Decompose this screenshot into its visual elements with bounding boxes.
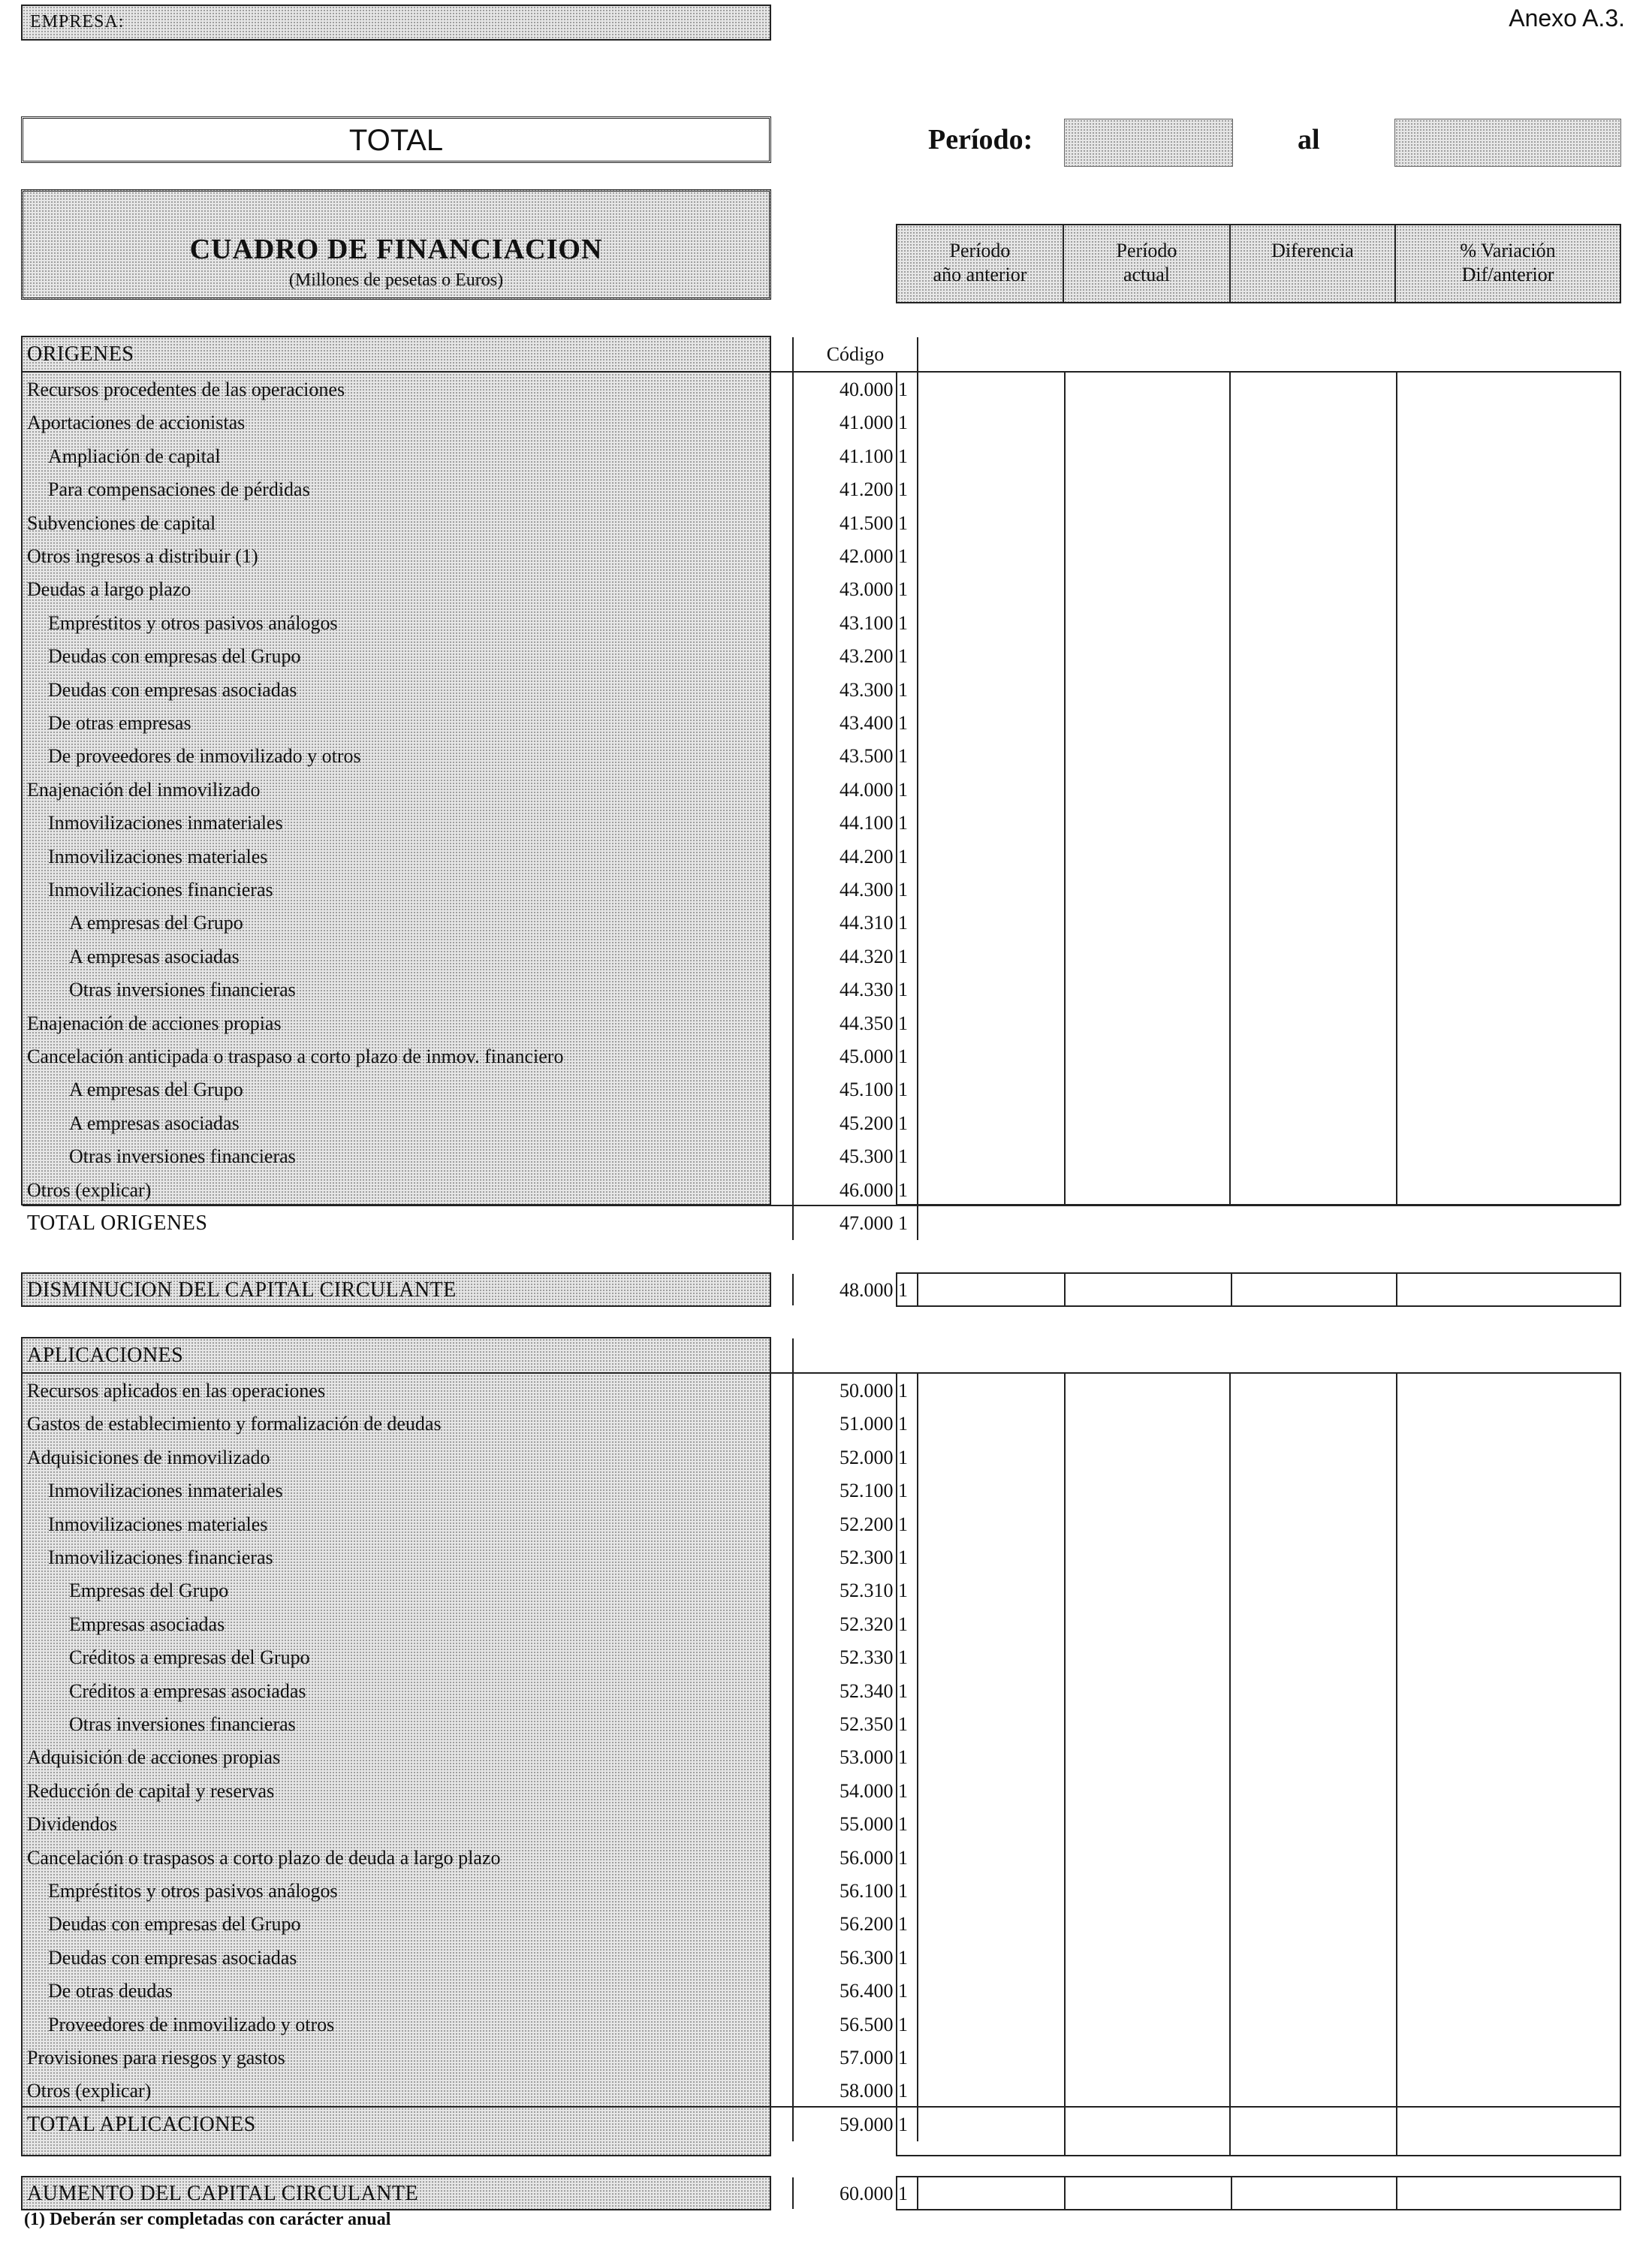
col-periodo-anterior: Período año anterior — [896, 224, 1064, 303]
row-code: 43.100 1 — [792, 606, 918, 640]
row-code: 50.000 1 — [792, 1374, 918, 1408]
anexo-label: Anexo A.3. — [1509, 5, 1625, 32]
row-code: 43.300 1 — [792, 673, 918, 707]
table-row — [23, 1507, 908, 1541]
row-code: 44.200 1 — [792, 840, 918, 874]
total-title: TOTAL — [21, 116, 771, 163]
row-code: 45.200 1 — [792, 1106, 918, 1140]
total-code: 47.000 1 — [792, 1206, 918, 1240]
table-row — [23, 973, 908, 1006]
row-code: 44.310 1 — [792, 906, 918, 940]
row-label: Subvenciones de capital — [27, 511, 216, 534]
row-code: 44.000 1 — [792, 773, 918, 807]
table-row — [23, 940, 908, 973]
table-row — [23, 1907, 908, 1941]
table-row — [23, 1574, 908, 1607]
row-code: 43.500 1 — [792, 739, 918, 773]
col-variacion: % Variación Dif/anterior — [1396, 224, 1621, 303]
row-label: Empréstitos y otros pasivos análogos — [48, 611, 338, 634]
cuadro-title: CUADRO DE FINANCIACION — [189, 234, 603, 265]
aplicaciones-table — [21, 1337, 908, 2156]
table-row — [23, 840, 908, 874]
periodo-end-field[interactable] — [1394, 119, 1621, 167]
table-row — [23, 1441, 908, 1474]
row-code: 41.000 1 — [792, 406, 918, 439]
table-row — [23, 506, 908, 540]
row-label: Reducción de capital y reservas — [27, 1779, 275, 1802]
row-label: Inmovilizaciones materiales — [48, 845, 268, 868]
row-code: 42.000 1 — [792, 539, 918, 573]
periodo-label: Período: — [928, 124, 1033, 155]
codigo-header: Código — [792, 337, 918, 371]
total-row — [23, 2108, 908, 2141]
table-row — [23, 739, 908, 773]
row-code: 53.000 1 — [792, 1740, 918, 1774]
row-code: 41.100 1 — [792, 439, 918, 473]
row-code: 55.000 1 — [792, 1807, 918, 1841]
table-row — [23, 2041, 908, 2075]
row-label: Inmovilizaciones materiales — [48, 1513, 268, 1535]
row-label: Inmovilizaciones financieras — [48, 1546, 273, 1568]
row-code: 46.000 1 — [792, 1173, 918, 1207]
row-code: 52.300 1 — [792, 1540, 918, 1574]
table-row — [23, 1006, 908, 1040]
row-code: 45.100 1 — [792, 1073, 918, 1106]
row-label: De otras empresas — [48, 712, 191, 734]
row-code: 52.000 1 — [792, 1441, 918, 1474]
disminucion-code: 48.000 1 — [792, 1274, 918, 1305]
row-label: Gastos de establecimiento y formalización de deudas — [27, 1413, 442, 1435]
disminucion-values[interactable] — [896, 1272, 1621, 1307]
row-label: Otros ingresos a distribuir (1) — [27, 545, 258, 567]
cuadro-title-box — [21, 189, 771, 300]
table-row — [23, 673, 908, 707]
disminucion-row — [21, 1272, 908, 1307]
table-row — [23, 1073, 908, 1106]
total-label: TOTAL APLICACIONES — [27, 2112, 256, 2136]
row-label: Créditos a empresas del Grupo — [69, 1646, 310, 1669]
row-code: 52.320 1 — [792, 1607, 918, 1641]
row-label: Empresas asociadas — [69, 1613, 225, 1635]
row-code: 52.340 1 — [792, 1674, 918, 1708]
row-code: 44.350 1 — [792, 1006, 918, 1040]
row-label: Proveedores de inmovilizado y otros — [48, 2013, 335, 2035]
row-code: 56.400 1 — [792, 1974, 918, 2008]
row-code: 58.000 1 — [792, 2074, 918, 2108]
table-row — [23, 1674, 908, 1708]
table-row — [23, 1040, 908, 1073]
origenes-values-grid[interactable] — [896, 371, 1621, 1205]
row-label: Adquisiciones de inmovilizado — [27, 1446, 270, 1468]
table-row — [23, 906, 908, 940]
row-label: A empresas del Grupo — [69, 912, 243, 934]
row-label: De otras deudas — [48, 1980, 173, 2002]
row-code: 56.000 1 — [792, 1841, 918, 1875]
cuadro-subtitle: (Millones de pesetas o Euros) — [288, 270, 504, 290]
row-code: 44.320 1 — [792, 940, 918, 973]
row-label: Deudas a largo plazo — [27, 578, 191, 601]
table-row — [23, 1707, 908, 1741]
row-label: A empresas asociadas — [69, 1112, 240, 1134]
table-row — [23, 1607, 908, 1641]
table-row — [23, 1974, 908, 2008]
total-code: 59.000 1 — [792, 2108, 918, 2141]
row-label: Provisiones para riesgos y gastos — [27, 2047, 285, 2068]
row-label: Enajenación del inmovilizado — [27, 778, 261, 801]
row-label: Cancelación o traspasos a corto plazo de deuda a largo plazo — [27, 1846, 501, 1869]
table-row — [23, 572, 908, 606]
table-row — [23, 773, 908, 807]
row-label: Empréstitos y otros pasivos análogos — [48, 1880, 338, 1902]
table-row — [23, 406, 908, 439]
row-label: Otros (explicar) — [27, 2080, 152, 2102]
row-code: 57.000 1 — [792, 2041, 918, 2075]
table-row — [23, 606, 908, 640]
row-code: 52.310 1 — [792, 1574, 918, 1607]
col-diferencia: Diferencia — [1231, 224, 1396, 303]
row-label: Ampliación de capital — [48, 445, 221, 467]
row-code: 44.300 1 — [792, 873, 918, 907]
row-code: 51.000 1 — [792, 1407, 918, 1441]
aumento-row — [21, 2176, 908, 2210]
table-row — [23, 472, 908, 506]
row-label: Deudas con empresas del Grupo — [48, 1913, 301, 1936]
row-label: Empresas del Grupo — [69, 1580, 229, 1602]
row-code: 45.300 1 — [792, 1139, 918, 1173]
empresa-label: EMPRESA: — [30, 12, 125, 32]
table-row — [23, 439, 908, 473]
row-label: Para compensaciones de pérdidas — [48, 478, 310, 501]
table-row — [23, 373, 908, 406]
empresa-field[interactable] — [21, 5, 771, 41]
footnote: (1) Deberán ser completadas con carácter anual — [24, 2210, 391, 2229]
row-label: Otras inversiones financieras — [69, 1713, 296, 1735]
table-row — [23, 1407, 908, 1441]
row-label: Recursos aplicados en las operaciones — [27, 1380, 326, 1402]
row-code: 44.330 1 — [792, 973, 918, 1006]
table-row — [23, 1740, 908, 1774]
table-row — [23, 806, 908, 840]
aplicaciones-title: APLICACIONES — [27, 1344, 184, 1367]
row-label: Inmovilizaciones inmateriales — [48, 812, 283, 834]
row-code: 52.100 1 — [792, 1474, 918, 1507]
row-label: A empresas del Grupo — [69, 1079, 243, 1101]
row-label: Créditos a empresas asociadas — [69, 1679, 306, 1702]
row-label: Inmovilizaciones financieras — [48, 879, 273, 901]
row-code: 44.100 1 — [792, 806, 918, 840]
row-code: 40.000 1 — [792, 373, 918, 406]
origenes-title: ORIGENES — [27, 342, 134, 366]
table-row — [23, 873, 908, 907]
row-code: 56.300 1 — [792, 1941, 918, 1975]
origenes-table — [21, 336, 908, 1235]
row-code: 54.000 1 — [792, 1774, 918, 1808]
row-code: 52.200 1 — [792, 1507, 918, 1541]
row-label: Otras inversiones financieras — [69, 979, 296, 1001]
row-label: Otras inversiones financieras — [69, 1145, 296, 1168]
row-code: 52.330 1 — [792, 1640, 918, 1674]
row-label: De proveedores de inmovilizado y otros — [48, 745, 361, 768]
row-label: Deudas con empresas asociadas — [48, 678, 297, 701]
table-row — [23, 1941, 908, 1975]
row-label: Deudas con empresas asociadas — [48, 1946, 297, 1969]
row-code: 45.000 1 — [792, 1040, 918, 1073]
table-row — [23, 1374, 908, 1408]
table-row — [23, 2008, 908, 2041]
table-row — [23, 1807, 908, 1841]
table-row — [23, 1540, 908, 1574]
table-row — [23, 1173, 908, 1207]
row-label: Dividendos — [27, 1813, 117, 1836]
row-label: Cancelación anticipada o traspaso a corto plazo de inmov. financiero — [27, 1046, 564, 1067]
al-label: al — [1298, 124, 1320, 155]
row-label: Otros (explicar) — [27, 1178, 152, 1201]
row-code: 43.000 1 — [792, 572, 918, 606]
row-code: 56.100 1 — [792, 1874, 918, 1908]
col-periodo-actual: Período actual — [1064, 224, 1231, 303]
row-code: 41.500 1 — [792, 506, 918, 540]
total-row — [23, 1206, 908, 1240]
row-code: 52.350 1 — [792, 1707, 918, 1741]
periodo-start-field[interactable] — [1064, 119, 1233, 167]
table-row — [23, 1874, 908, 1908]
row-label: Enajenación de acciones propias — [27, 1012, 282, 1034]
table-row — [23, 2074, 908, 2108]
table-row — [23, 539, 908, 573]
row-label: Deudas con empresas del Grupo — [48, 645, 301, 668]
row-code: 56.500 1 — [792, 2008, 918, 2041]
total-label: TOTAL ORIGENES — [27, 1212, 208, 1235]
table-row — [23, 1841, 908, 1875]
row-label: Aportaciones de accionistas — [27, 412, 246, 434]
aplicaciones-values-grid[interactable] — [896, 1372, 1621, 2156]
row-label: Adquisición de acciones propias — [27, 1746, 281, 1769]
aumento-code: 60.000 1 — [792, 2177, 918, 2209]
row-label: A empresas asociadas — [69, 945, 240, 967]
aumento-values[interactable] — [896, 2176, 1621, 2210]
row-code: 43.200 1 — [792, 639, 918, 673]
table-row — [23, 639, 908, 673]
row-label: Recursos procedentes de las operaciones — [27, 379, 345, 400]
table-row — [23, 1640, 908, 1674]
table-row — [23, 1474, 908, 1507]
aumento-label: AUMENTO DEL CAPITAL CIRCULANTE — [27, 2182, 419, 2205]
row-label: Inmovilizaciones inmateriales — [48, 1480, 283, 1502]
table-row — [23, 706, 908, 740]
table-row — [23, 1106, 908, 1140]
row-code: 41.200 1 — [792, 472, 918, 506]
row-code: 43.400 1 — [792, 706, 918, 740]
row-code: 56.200 1 — [792, 1907, 918, 1941]
table-row — [23, 1139, 908, 1173]
table-row — [23, 1774, 908, 1808]
disminucion-label: DISMINUCION DEL CAPITAL CIRCULANTE — [27, 1278, 457, 1302]
